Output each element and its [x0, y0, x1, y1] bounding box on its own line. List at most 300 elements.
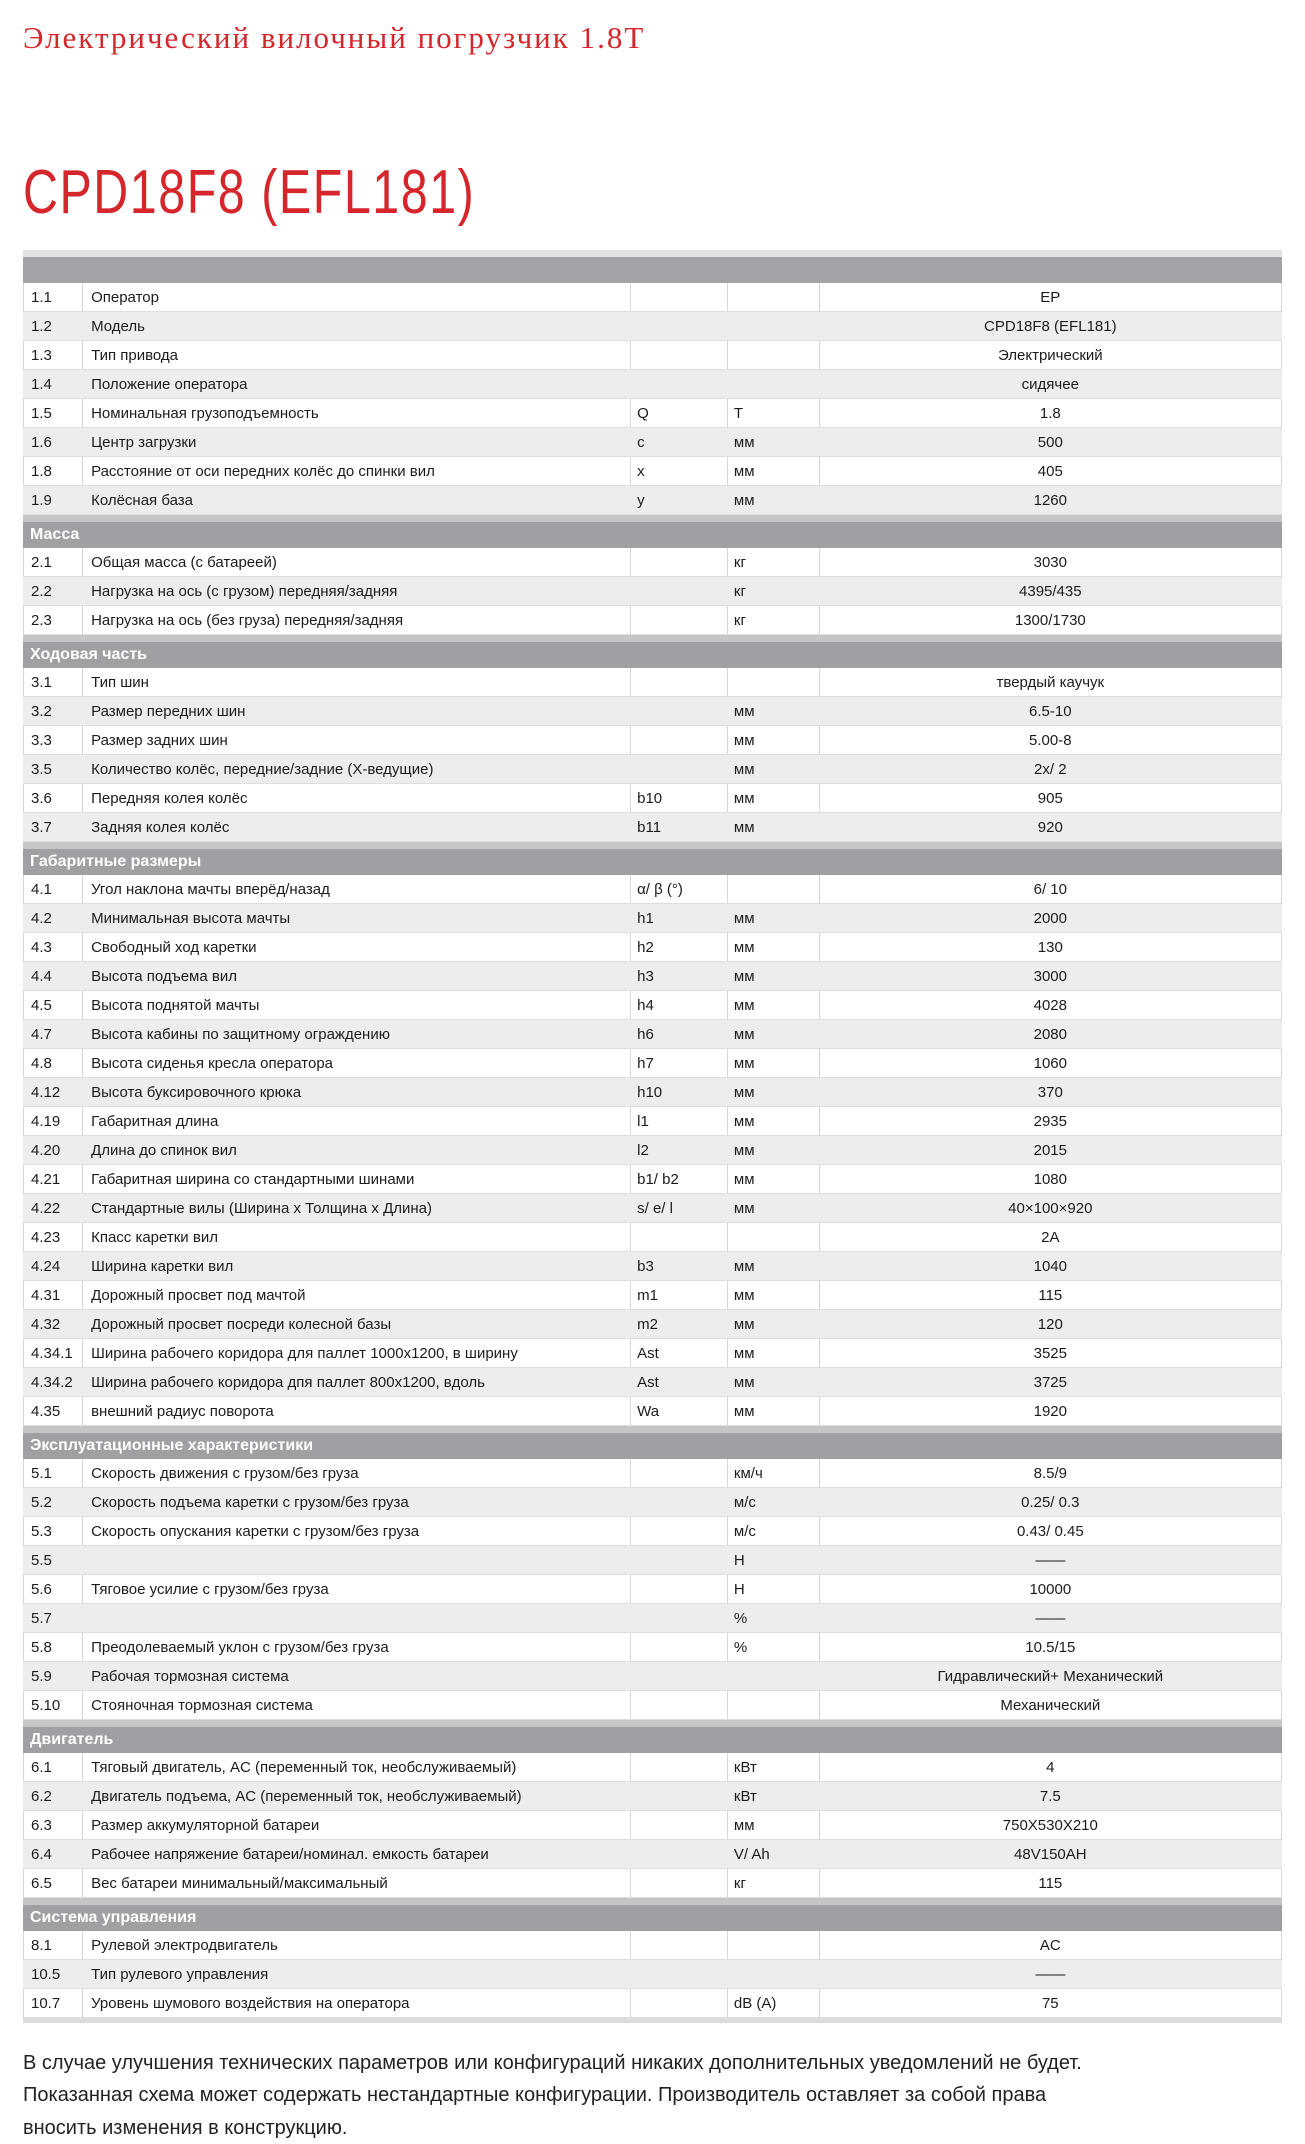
- row-number: 4.20: [31, 1141, 61, 1159]
- table-row: [23, 457, 1282, 486]
- row-description: Тяговое усилие с грузом/без груза: [83, 1575, 631, 1603]
- row-description: Высота буксировочного крюка: [91, 1083, 302, 1101]
- table-row: [23, 1869, 1282, 1898]
- table-row: [23, 1223, 1282, 1252]
- row-value: 905: [1037, 789, 1063, 807]
- row-description: Высота подъема вил: [91, 967, 237, 985]
- row-value: Гидравлический+ Механический: [937, 1667, 1164, 1685]
- row-number: 4.12: [31, 1083, 61, 1101]
- row-unit: мм: [733, 1315, 755, 1333]
- row-value: 750X530X210: [1002, 1816, 1098, 1834]
- footer-line: вносить изменения в конструкцию.: [23, 2116, 348, 2139]
- row-number: 5.6: [24, 1575, 83, 1603]
- row-symbol: h4: [631, 991, 728, 1019]
- row-symbol: l1: [631, 1107, 728, 1135]
- row-number: 1.1: [24, 283, 83, 311]
- row-unit: %: [733, 1609, 748, 1627]
- row-unit: мм: [728, 784, 820, 812]
- row-description: Общая масса (с батареей): [83, 548, 631, 576]
- row-value: Механический: [1000, 1696, 1101, 1714]
- row-symbol: [631, 1459, 728, 1487]
- row-number: 3.3: [24, 726, 83, 754]
- row-description: Ширина рабочего коридора дпя паллет 800x1200, вдоль: [91, 1373, 485, 1391]
- row-symbol: [631, 1782, 728, 1810]
- row-number: 10.5: [31, 1965, 61, 1983]
- row-unit: [728, 875, 820, 903]
- row-description: Габаритная ширина со стандартными шинами: [83, 1165, 631, 1193]
- row-value: 4028: [1033, 996, 1067, 1014]
- table-row: [23, 1459, 1282, 1488]
- table-row: [23, 1662, 1282, 1691]
- table-row: [23, 875, 1282, 904]
- row-value: 920: [1037, 818, 1063, 836]
- row-description: Скорость движения с грузом/без груза: [83, 1459, 631, 1487]
- row-value: 0.25/ 0.3: [1021, 1493, 1080, 1511]
- row-number: 5.7: [31, 1609, 52, 1627]
- row-unit: мм: [733, 1373, 755, 1391]
- row-symbol: [631, 697, 728, 725]
- table-row: [23, 1633, 1282, 1662]
- row-symbol: [631, 1488, 728, 1516]
- row-value: 10000: [1029, 1580, 1072, 1598]
- table-row: [23, 1368, 1282, 1397]
- row-description: Вес батареи минимальный/максимальный: [83, 1869, 631, 1897]
- row-unit: кг: [728, 1869, 820, 1897]
- row-symbol: b11: [637, 818, 662, 836]
- row-number: 4.2: [31, 909, 52, 927]
- row-unit: мм: [733, 1025, 755, 1043]
- table-row: [23, 697, 1282, 726]
- row-symbol: [631, 606, 728, 634]
- row-value: 130: [1037, 938, 1063, 956]
- row-number: 5.8: [24, 1633, 83, 1661]
- row-symbol: [631, 1604, 728, 1632]
- row-symbol: x: [631, 457, 728, 485]
- row-symbol: c: [637, 433, 645, 451]
- row-description: Задняя колея колёс: [91, 818, 230, 836]
- section-header: [23, 842, 1282, 875]
- row-unit: Н: [733, 1551, 745, 1569]
- row-unit: мм: [733, 909, 755, 927]
- table-row: [23, 1078, 1282, 1107]
- row-description: Дорожный просвет посреди колесной базы: [91, 1315, 392, 1333]
- row-symbol: [631, 341, 728, 369]
- table-row: [23, 1517, 1282, 1546]
- section-header: [23, 515, 1282, 548]
- row-value: 5.00-8: [1029, 731, 1072, 749]
- row-value: 2015: [1033, 1141, 1067, 1159]
- row-number: 4.4: [31, 967, 52, 985]
- row-number: 4.1: [24, 875, 83, 903]
- row-value: ——: [1035, 1609, 1066, 1627]
- row-value: 1920: [1033, 1402, 1067, 1420]
- row-symbol: [631, 1662, 728, 1690]
- row-description: внешний радиус поворота: [83, 1397, 631, 1425]
- section-header-label: Габаритные размеры: [30, 853, 202, 870]
- row-symbol: b3: [637, 1257, 654, 1275]
- page-title: Электрический вилочный погрузчик 1.8Т: [23, 20, 646, 55]
- row-value: CPD18F8 (EFL181): [984, 317, 1117, 335]
- row-number: 4.34.2: [31, 1373, 73, 1391]
- row-number: 4.23: [24, 1223, 83, 1251]
- row-value: 1060: [1033, 1054, 1067, 1072]
- row-number: 5.1: [24, 1459, 83, 1487]
- row-number: 3.5: [31, 760, 52, 778]
- row-unit: м/с: [728, 1517, 820, 1545]
- row-value: 405: [1037, 462, 1063, 480]
- row-number: 5.2: [31, 1493, 52, 1511]
- table-row: [23, 1281, 1282, 1310]
- table-row: [23, 1310, 1282, 1339]
- row-symbol: [631, 668, 728, 696]
- row-unit: кг: [733, 582, 746, 600]
- row-description: Стояночная тормозная система: [83, 1691, 631, 1719]
- row-unit: мм: [728, 1049, 820, 1077]
- row-value: 1.8: [1039, 404, 1061, 422]
- row-symbol: Wa: [631, 1397, 728, 1425]
- spec-table: [23, 250, 1282, 2018]
- row-description: Количество колёс, передние/задние (X-ведущие): [91, 760, 434, 778]
- row-value: 120: [1037, 1315, 1063, 1333]
- row-symbol: α/ β (°): [631, 875, 728, 903]
- row-description: Уровень шумового воздействия на оператора: [83, 1989, 631, 2017]
- section-header-label: Масса: [30, 526, 80, 543]
- row-number: 4.32: [31, 1315, 61, 1333]
- row-unit: [728, 283, 820, 311]
- row-number: 10.7: [24, 1989, 83, 2017]
- row-number: 3.2: [31, 702, 52, 720]
- row-description: Скорость подъема каретки с грузом/без груза: [91, 1493, 409, 1511]
- row-description: Рабочее напряжение батареи/номинал. емкость батареи: [91, 1845, 489, 1863]
- row-description: Размер задних шин: [83, 726, 631, 754]
- row-value: EP: [1040, 288, 1061, 306]
- row-number: 1.5: [24, 399, 83, 427]
- table-row: [23, 1252, 1282, 1281]
- footer-line: Показанная схема может содержать нестандартные конфигурации. Производитель оставляет за собой права: [23, 2084, 1047, 2107]
- row-description: Высота сиденья кресла оператора: [83, 1049, 631, 1077]
- row-description: Колёсная база: [91, 491, 193, 509]
- row-value: 3000: [1033, 967, 1067, 985]
- row-symbol: [631, 370, 728, 398]
- row-description: Расстояние от оси передних колёс до спинки вил: [83, 457, 631, 485]
- table-row: [23, 726, 1282, 755]
- row-number: 3.1: [24, 668, 83, 696]
- section-header-label: Эксплуатационные характеристики: [30, 1437, 314, 1454]
- row-number: 3.7: [31, 818, 52, 836]
- row-value: 500: [1037, 433, 1063, 451]
- table-row: [23, 1782, 1282, 1811]
- row-description: Передняя колея колёс: [83, 784, 631, 812]
- row-unit: Н: [728, 1575, 820, 1603]
- row-description: Преодолеваемый уклон с грузом/без груза: [83, 1633, 631, 1661]
- table-row: [23, 1194, 1282, 1223]
- row-description: Высота кабины по защитному ограждению: [91, 1025, 390, 1043]
- row-unit: мм: [728, 726, 820, 754]
- table-row: [23, 548, 1282, 577]
- table-row: [23, 784, 1282, 813]
- row-number: 6.1: [24, 1753, 83, 1781]
- row-number: 1.2: [31, 317, 52, 335]
- section-header: [23, 1720, 1282, 1753]
- row-unit: мм: [728, 933, 820, 961]
- row-unit: dB (A): [728, 1989, 820, 2017]
- row-symbol: [631, 1840, 728, 1868]
- row-number: 1.4: [31, 375, 52, 393]
- row-description: Тип шин: [83, 668, 631, 696]
- row-symbol: y: [637, 491, 645, 509]
- row-unit: кВт: [728, 1753, 820, 1781]
- row-description: Размер передних шин: [91, 702, 246, 720]
- row-unit: [728, 1960, 820, 1988]
- row-value: 48V150AH: [1014, 1845, 1087, 1863]
- row-value: 1040: [1033, 1257, 1067, 1275]
- row-unit: мм: [728, 991, 820, 1019]
- row-description: Нагрузка на ось (без груза) передняя/задняя: [83, 606, 631, 634]
- row-number: 5.9: [31, 1667, 52, 1685]
- row-unit: км/ч: [728, 1459, 820, 1487]
- table-row: [23, 1960, 1282, 1989]
- table-row: [23, 283, 1282, 312]
- table-row: [23, 991, 1282, 1020]
- row-unit: мм: [728, 1397, 820, 1425]
- section-header-label: Ходовая часть: [30, 646, 148, 663]
- table-row: [23, 1107, 1282, 1136]
- row-description: Нагрузка на ось (с грузом) передняя/задняя: [91, 582, 398, 600]
- row-description: Оператор: [83, 283, 631, 311]
- row-description: Свободный ход каретки: [83, 933, 631, 961]
- row-number: 4.8: [24, 1049, 83, 1077]
- footer-line: В случае улучшения технических параметров или конфигураций никаких дополнительных уведомлений не будет.: [23, 2052, 1082, 2074]
- table-row: [23, 1546, 1282, 1575]
- table-row: [23, 1691, 1282, 1720]
- table-row: [23, 1020, 1282, 1049]
- row-value: 3030: [1033, 553, 1067, 571]
- row-unit: мм: [733, 1083, 755, 1101]
- table-row: [23, 962, 1282, 991]
- table-row: [23, 606, 1282, 635]
- table-row: [23, 370, 1282, 399]
- table-row: [23, 904, 1282, 933]
- row-value: 6/ 10: [1033, 880, 1067, 898]
- row-value: 4395/435: [1019, 582, 1082, 600]
- table-row: [23, 1049, 1282, 1078]
- section-header-label: Система управления: [30, 1909, 197, 1926]
- row-number: 4.3: [24, 933, 83, 961]
- section-header: [23, 1898, 1282, 1931]
- row-number: 5.10: [24, 1691, 83, 1719]
- table-row: [23, 1811, 1282, 1840]
- row-symbol: m2: [637, 1315, 658, 1333]
- row-value: 10.5/15: [1025, 1638, 1076, 1656]
- row-description: Положение оператора: [91, 375, 248, 393]
- row-value: 7.5: [1039, 1787, 1061, 1805]
- row-description: Угол наклона мачты вперёд/назад: [83, 875, 631, 903]
- row-unit: %: [728, 1633, 820, 1661]
- row-value: 1080: [1033, 1170, 1067, 1188]
- table-row: [23, 399, 1282, 428]
- table-row: [23, 813, 1282, 842]
- row-symbol: Q: [631, 399, 728, 427]
- row-symbol: [631, 1633, 728, 1661]
- row-description: Размер аккумуляторной батареи: [83, 1811, 631, 1839]
- row-symbol: [631, 1575, 728, 1603]
- row-symbol: [631, 312, 728, 340]
- row-unit: мм: [733, 702, 755, 720]
- row-description: Тип привода: [83, 341, 631, 369]
- row-value: 4: [1046, 1758, 1055, 1776]
- row-description: Минимальная высота мачты: [91, 909, 291, 927]
- row-description: Габаритная длина: [83, 1107, 631, 1135]
- row-symbol: [631, 1546, 728, 1574]
- row-symbol: [631, 283, 728, 311]
- row-unit: м/с: [733, 1493, 756, 1511]
- row-value: сидячее: [1021, 375, 1079, 393]
- footer-note: [23, 2047, 1282, 2144]
- row-number: 4.19: [24, 1107, 83, 1135]
- table-bottom-strip: [23, 2018, 1282, 2023]
- row-value: AC: [1039, 1936, 1061, 1954]
- row-value: 6.5-10: [1029, 702, 1072, 720]
- row-value: 3525: [1033, 1344, 1067, 1362]
- row-description: Рулевой электродвигатель: [83, 1931, 631, 1959]
- row-symbol: s/ e/ l: [637, 1199, 673, 1217]
- row-unit: кг: [728, 548, 820, 576]
- row-description: Скорость опускания каретки с грузом/без груза: [83, 1517, 631, 1545]
- row-unit: мм: [733, 1141, 755, 1159]
- row-description: Номинальная грузоподъемность: [83, 399, 631, 427]
- row-symbol: h2: [631, 933, 728, 961]
- row-number: 4.21: [24, 1165, 83, 1193]
- row-symbol: [631, 548, 728, 576]
- row-symbol: [631, 726, 728, 754]
- row-value: твердый каучук: [996, 673, 1105, 691]
- row-number: 2.1: [24, 548, 83, 576]
- model-title: CPD18F8 (EFL181): [23, 158, 476, 227]
- row-description: Ширина рабочего коридора для паллет 1000x1200, в ширину: [83, 1339, 631, 1367]
- row-unit: мм: [728, 1339, 820, 1367]
- table-row: [23, 1488, 1282, 1517]
- row-unit: мм: [733, 818, 755, 836]
- row-value: Электрический: [997, 346, 1103, 364]
- row-number: 2.2: [31, 582, 52, 600]
- row-symbol: Ast: [637, 1373, 659, 1391]
- row-unit: V/ Ah: [733, 1845, 770, 1863]
- row-unit: [728, 341, 820, 369]
- row-description: Стандартные вилы (Ширина x Толщина x Длина): [91, 1199, 432, 1217]
- row-number: 4.24: [31, 1257, 61, 1275]
- row-symbol: m1: [631, 1281, 728, 1309]
- row-value: 1300/1730: [1014, 611, 1086, 629]
- row-symbol: [631, 1691, 728, 1719]
- row-value: 0.43/ 0.45: [1016, 1522, 1084, 1540]
- row-value: ——: [1035, 1551, 1066, 1569]
- row-unit: [728, 370, 820, 398]
- table-row: [23, 486, 1282, 515]
- row-number: 1.8: [24, 457, 83, 485]
- row-value: 2080: [1033, 1025, 1067, 1043]
- row-unit: кг: [728, 606, 820, 634]
- row-number: 4.7: [31, 1025, 52, 1043]
- row-number: 1.3: [24, 341, 83, 369]
- table-row: [23, 933, 1282, 962]
- row-unit: мм: [728, 457, 820, 485]
- row-value: 2935: [1033, 1112, 1067, 1130]
- row-unit: кВт: [733, 1787, 757, 1805]
- section-header: [23, 1426, 1282, 1459]
- row-unit: мм: [728, 1281, 820, 1309]
- row-symbol: l2: [637, 1141, 649, 1159]
- row-number: 8.1: [24, 1931, 83, 1959]
- row-symbol: h6: [637, 1025, 654, 1043]
- row-unit: мм: [728, 1165, 820, 1193]
- row-symbol: h7: [631, 1049, 728, 1077]
- row-unit: мм: [728, 1811, 820, 1839]
- row-value: 2x/ 2: [1034, 760, 1067, 778]
- row-description: [83, 1604, 631, 1632]
- table-row: [23, 1931, 1282, 1960]
- row-number: 3.6: [24, 784, 83, 812]
- row-description: Ширина каретки вил: [91, 1257, 234, 1275]
- row-symbol: [631, 1931, 728, 1959]
- row-symbol: b10: [631, 784, 728, 812]
- row-number: 5.3: [24, 1517, 83, 1545]
- row-description: Высота поднятой мачты: [83, 991, 631, 1019]
- row-number: 4.22: [31, 1199, 61, 1217]
- section-header: [23, 635, 1282, 668]
- table-row: [23, 1165, 1282, 1194]
- row-number: 6.5: [24, 1869, 83, 1897]
- row-unit: [728, 1691, 820, 1719]
- row-unit: [728, 668, 820, 696]
- table-row: [23, 577, 1282, 606]
- row-symbol: [631, 1960, 728, 1988]
- row-number: 4.35: [24, 1397, 83, 1425]
- row-value: 115: [1038, 1286, 1063, 1304]
- row-unit: мм: [733, 760, 755, 778]
- row-value: ——: [1035, 1965, 1066, 1983]
- table-row: [23, 312, 1282, 341]
- row-description: Двигатель подъема, AC (переменный ток, необслуживаемый): [91, 1787, 522, 1805]
- row-unit: Т: [728, 399, 820, 427]
- row-description: Дорожный просвет под мачтой: [83, 1281, 631, 1309]
- row-description: Тяговый двигатель, AC (переменный ток, необслуживаемый): [83, 1753, 631, 1781]
- row-unit: мм: [728, 1107, 820, 1135]
- row-symbol: h1: [637, 909, 654, 927]
- row-description: Кпасс каретки вил: [83, 1223, 631, 1251]
- row-description: Модель: [91, 317, 145, 335]
- row-value: 75: [1041, 1994, 1059, 2012]
- table-row: [23, 1840, 1282, 1869]
- table-header-bar: [23, 250, 1282, 283]
- row-number: 6.2: [31, 1787, 52, 1805]
- row-value: 8.5/9: [1033, 1464, 1067, 1482]
- row-value: 3725: [1033, 1373, 1067, 1391]
- row-number: 1.9: [31, 491, 52, 509]
- section-header-label: Двигатель: [30, 1731, 114, 1748]
- row-number: 6.4: [31, 1845, 52, 1863]
- table-row: [23, 1604, 1282, 1633]
- row-unit: [728, 1223, 820, 1251]
- row-description: Центр загрузки: [91, 433, 197, 451]
- row-number: 5.5: [31, 1551, 52, 1569]
- row-symbol: Ast: [631, 1339, 728, 1367]
- row-symbol: [631, 1517, 728, 1545]
- table-row: [23, 1575, 1282, 1604]
- row-value: 1260: [1033, 491, 1067, 509]
- row-number: 4.5: [24, 991, 83, 1019]
- table-row: [23, 755, 1282, 784]
- table-row: [23, 428, 1282, 457]
